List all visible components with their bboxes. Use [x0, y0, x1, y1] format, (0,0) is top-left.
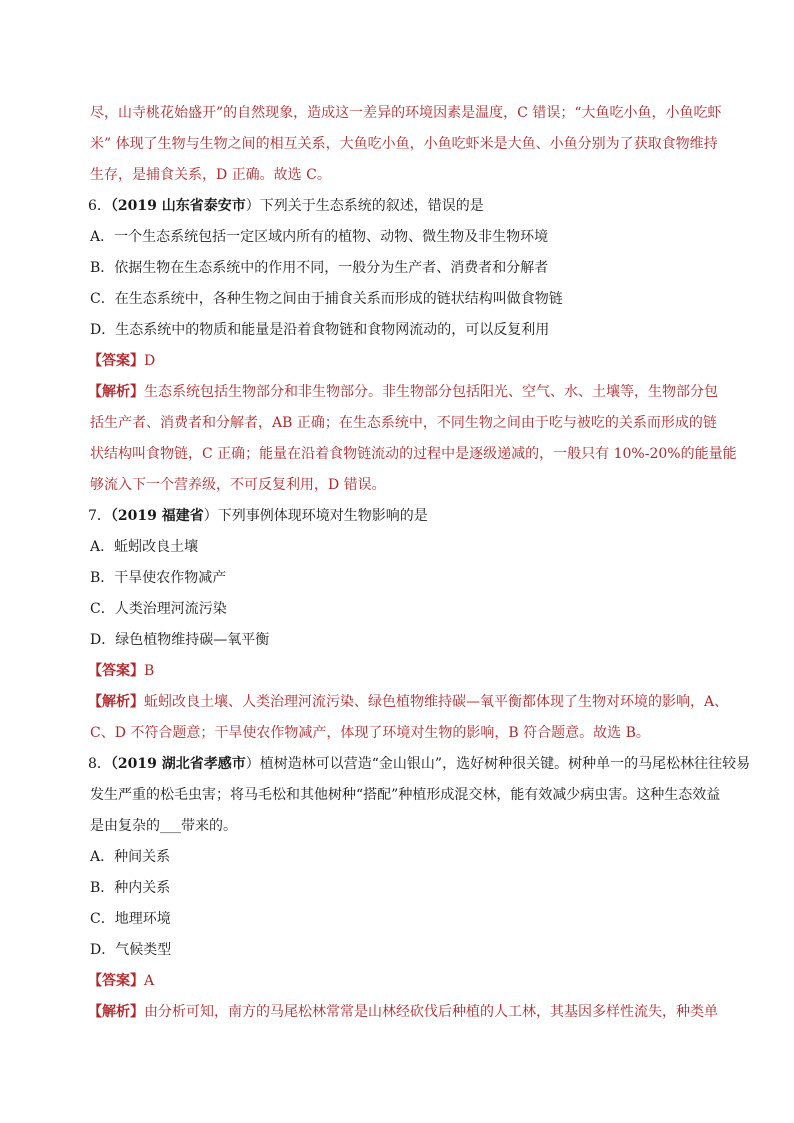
- text-segment: D．气候类型: [90, 942, 172, 958]
- text-segment: 【答案】: [88, 973, 144, 989]
- text-segment: 够流入下一个营养级，不可反复利用，D 错误。: [90, 477, 386, 493]
- question-6-option-d: [90, 320, 549, 340]
- text-segment: 【答案】: [88, 353, 144, 369]
- text-segment: 【解析】: [88, 1004, 144, 1020]
- text-segment: D: [144, 353, 156, 369]
- text-segment: C．地理环境: [90, 911, 171, 927]
- text-segment: A．蚯蚓改良土壤: [90, 539, 199, 555]
- text-segment: 括生产者、消费者和分解者，AB 正确；在生态系统中，不同生物之间由于吃与被吃的关系而形成的链: [90, 415, 717, 431]
- text-line: [90, 444, 737, 464]
- text-segment: 8．: [88, 756, 111, 772]
- question-8-stem: [88, 754, 750, 774]
- question-7-option-a: [90, 537, 198, 557]
- text-segment: 体现了生物与生物之间的相互关系，大鱼吃小鱼，小鱼吃虾米是大鱼、小鱼分别为了获取食物维持: [111, 136, 718, 152]
- text-segment: A．种间关系: [90, 849, 171, 865]
- text-segment: B．种内关系: [90, 880, 171, 896]
- text-segment: 【答案】: [88, 663, 144, 679]
- text-segment: B．依据生物在生态系统中的作用不同，一般分为生产者、消费者和分解者: [90, 260, 549, 276]
- text-segment: A: [144, 973, 155, 989]
- text-segment: 生存，是捕食关系，D 正确。故选 C。: [90, 167, 331, 183]
- text-segment: 6．: [88, 198, 111, 214]
- text-segment: 【解析】: [88, 384, 144, 400]
- text-line: [90, 134, 718, 154]
- text-segment: C．人类治理河流污染: [90, 601, 227, 617]
- question-8-option-d: [90, 940, 171, 960]
- text-line: [90, 165, 331, 185]
- text-segment: 米”: [90, 136, 112, 152]
- text-segment: 7．: [88, 508, 111, 524]
- question-7-answer: [88, 661, 154, 681]
- question-6-option-c: [90, 289, 563, 309]
- text-segment: ）植树造林可以营造“金山银山”，选好树种很关键。树种单一的马尾松林往往较易: [245, 756, 751, 772]
- text-line: [90, 785, 720, 805]
- text-line: [90, 816, 237, 836]
- question-6-option-b: [90, 258, 548, 278]
- text-segment: 是由复杂的___带来的。: [90, 818, 237, 834]
- text-line: [90, 103, 722, 123]
- text-line: [90, 413, 717, 433]
- text-segment: C．在生态系统中，各种生物之间由于捕食关系而形成的链状结构叫做食物链: [90, 291, 563, 307]
- question-6-option-a: [90, 227, 548, 247]
- text-segment: ）下列关于生态系统的叙述，错误的是: [245, 198, 484, 214]
- text-segment: （2019 福建省: [110, 508, 204, 524]
- text-segment: ）下列事例体现环境对生物影响的是: [203, 508, 428, 524]
- text-segment: A．一个生态系统包括一定区域内所有的植物、动物、微生物及非生物环境: [90, 229, 549, 245]
- question-7-analysis: [88, 692, 728, 712]
- text-segment: B: [144, 663, 155, 679]
- question-7-option-d: [90, 630, 269, 650]
- question-8-option-c: [90, 909, 171, 929]
- question-6-analysis: [88, 382, 718, 402]
- text-segment: 蚯蚓改良土壤、人类治理河流污染、绿色植物维持碳—氧平衡都体现了生物对环境的影响，A、: [144, 694, 729, 710]
- text-segment: （2019 山东省泰安市: [110, 198, 246, 214]
- question-6-stem: [88, 196, 484, 216]
- question-6-answer: [88, 351, 155, 371]
- text-segment: 由分析可知，南方的马尾松林常常是山林经砍伐后种植的人工林，其基因多样性流失，种类单: [144, 1004, 718, 1020]
- text-segment: B．干旱使农作物减产: [90, 570, 227, 586]
- text-segment: D．生态系统中的物质和能量是沿着食物链和食物网流动的，可以反复利用: [90, 322, 550, 338]
- question-7-option-c: [90, 599, 227, 619]
- text-segment: “大鱼吃小鱼，小鱼吃虾: [574, 105, 722, 121]
- text-segment: 生态系统包括生物部分和非生物部分。非生物部分包括阳光、空气、水、土壤等，生物部分包: [144, 384, 718, 400]
- text-line: [90, 475, 386, 495]
- text-segment: （2019 湖北省孝感市: [110, 756, 246, 772]
- text-segment: 尽，山寺桃花始盛开”的自然现象，造成这一差异的环境因素是温度，C 错误；: [90, 105, 575, 121]
- question-7-stem: [88, 506, 428, 526]
- question-7-option-b: [90, 568, 226, 588]
- text-segment: D．绿色植物维持碳—氧平衡: [90, 632, 270, 648]
- text-segment: C、D 不符合题意；干旱使农作物减产，体现了环境对生物的影响，B 符合题意。故选 B。: [90, 725, 650, 741]
- text-line: [90, 723, 650, 743]
- text-segment: 【解析】: [88, 694, 144, 710]
- question-8-option-a: [90, 847, 170, 867]
- question-8-analysis: [88, 1002, 718, 1022]
- question-8-answer: [88, 971, 154, 991]
- text-segment: 发生严重的松毛虫害；将马毛松和其他树种“搭配”种植形成混交林，能有效减少病虫害。这种生态效益: [90, 787, 721, 803]
- question-8-option-b: [90, 878, 170, 898]
- text-segment: 状结构叫食物链，C 正确；能量在沿着食物链流动的过程中是逐级递减的，一般只有 10%-20%的能量能: [90, 446, 737, 462]
